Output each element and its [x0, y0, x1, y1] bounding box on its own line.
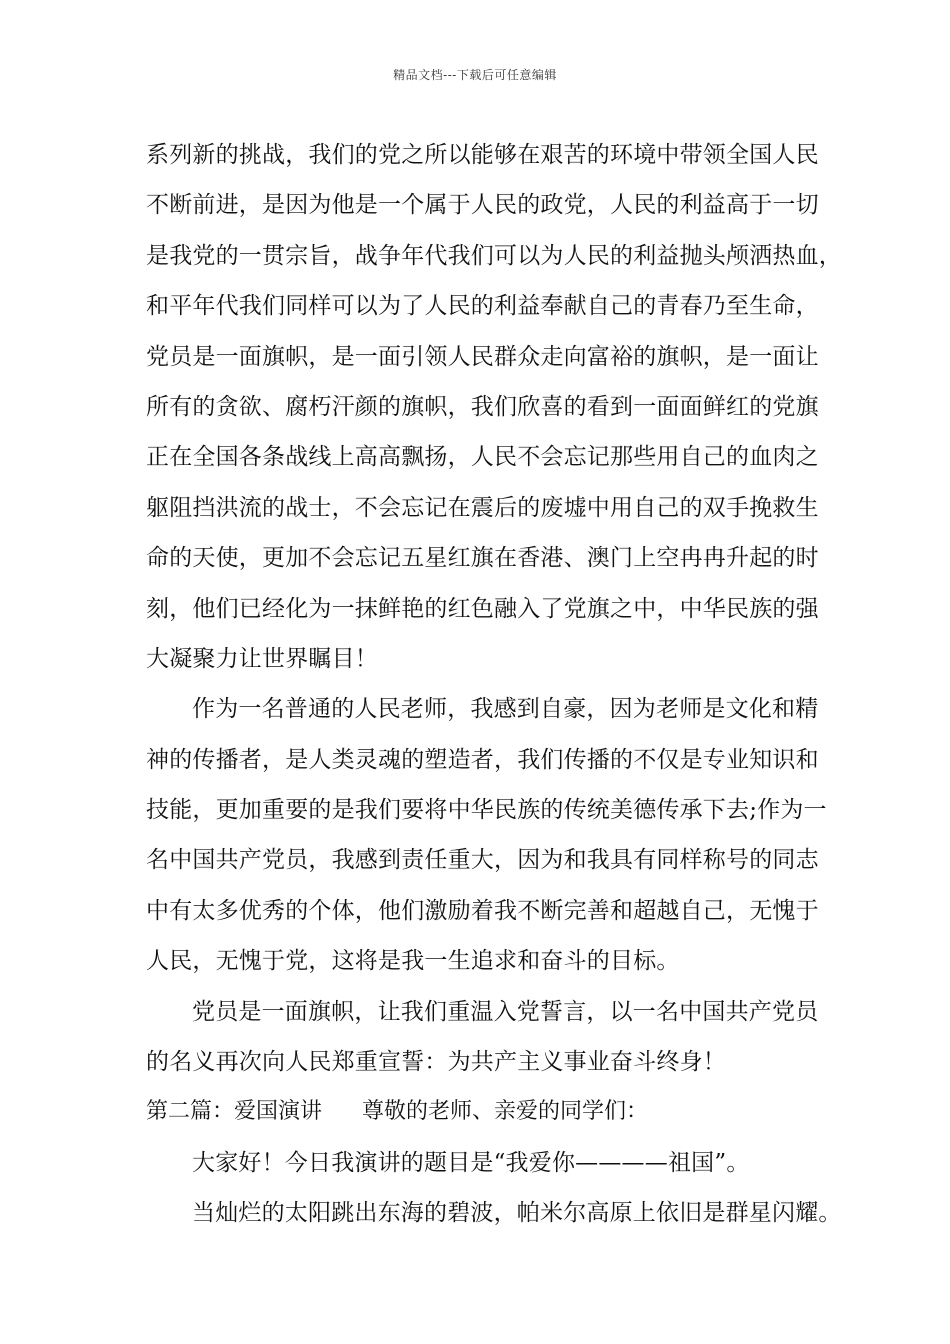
text-line: 躯阻挡洪流的战士，不会忘记在震后的废墟中用自己的双手挽救生 — [146, 494, 819, 521]
text-line: 当灿烂的太阳跳出东海的碧波，帕米尔高原上依旧是群星闪耀。 — [192, 1200, 842, 1227]
text-line: 系列新的挑战，我们的党之所以能够在艰苦的环境中带领全国人民 — [146, 142, 819, 168]
text-line: 是我党的一贯宗旨，战争年代我们可以为人民的利益抛头颅洒热血， — [146, 242, 842, 269]
text-line: 作为一名普通的人民老师，我感到自豪，因为老师是文化和精 — [192, 696, 819, 723]
text-line: 大家好！今日我演讲的题目是“我爱你————祖国”。 — [192, 1149, 750, 1176]
section-title: 第二篇：爱国演讲 — [146, 1099, 323, 1125]
text-line: 正在全国各条战线上高高飘扬，人民不会忘记那些用自己的血肉之 — [146, 444, 819, 471]
section-salutation: 尊敬的老师、亲爱的同学们： — [362, 1099, 649, 1125]
text-line: 人民，无愧于党，这将是我一生追求和奋斗的目标。 — [146, 948, 680, 975]
text-line: 和平年代我们同样可以为了人民的利益奉献自己的青春乃至生命， — [146, 293, 819, 320]
closing-paragraphs — [146, 1138, 842, 1239]
section-heading — [146, 1087, 836, 1137]
text-line: 名中国共产党员，我感到责任重大，因为和我具有同样称号的同志 — [146, 847, 819, 874]
paragraph-1 — [146, 130, 842, 684]
text-line: 所有的贪欲、腐朽汗颜的旗帜，我们欣喜的看到一面面鲜红的党旗 — [146, 393, 819, 420]
page-header: 精品文档---下载后可任意编辑 — [393, 68, 557, 82]
text-line: 党员是一面旗帜，是一面引领人民群众走向富裕的旗帜，是一面让 — [146, 343, 819, 370]
text-line: 刻，他们已经化为一抹鲜艳的红色融入了党旗之中，中华民族的强 — [146, 595, 819, 622]
text-line: 命的天使，更加不会忘记五星红旗在香港、澳门上空冉冉升起的时 — [146, 545, 819, 572]
text-line: 中有太多优秀的个体，他们激励着我不断完善和超越自己，无愧于 — [146, 897, 819, 924]
paragraph-3 — [146, 987, 836, 1088]
text-line: 神的传播者，是人类灵魂的塑造者，我们传播的不仅是专业知识和 — [146, 746, 819, 773]
paragraph-2 — [146, 684, 836, 986]
text-line: 不断前进，是因为他是一个属于人民的政党，人民的利益高于一切 — [146, 192, 819, 219]
text-line: 党员是一面旗帜，让我们重温入党誓言，以一名中国共产党员 — [192, 998, 819, 1025]
text-line: 的名义再次向人民郑重宣誓：为共产主义事业奋斗终身！ — [146, 1049, 726, 1076]
document-body — [146, 130, 842, 1239]
text-line: 大凝聚力让世界瞩目！ — [146, 645, 378, 672]
text-line: 技能，更加重要的是我们要将中华民族的传统美德传承下去;作为一 — [146, 797, 827, 824]
